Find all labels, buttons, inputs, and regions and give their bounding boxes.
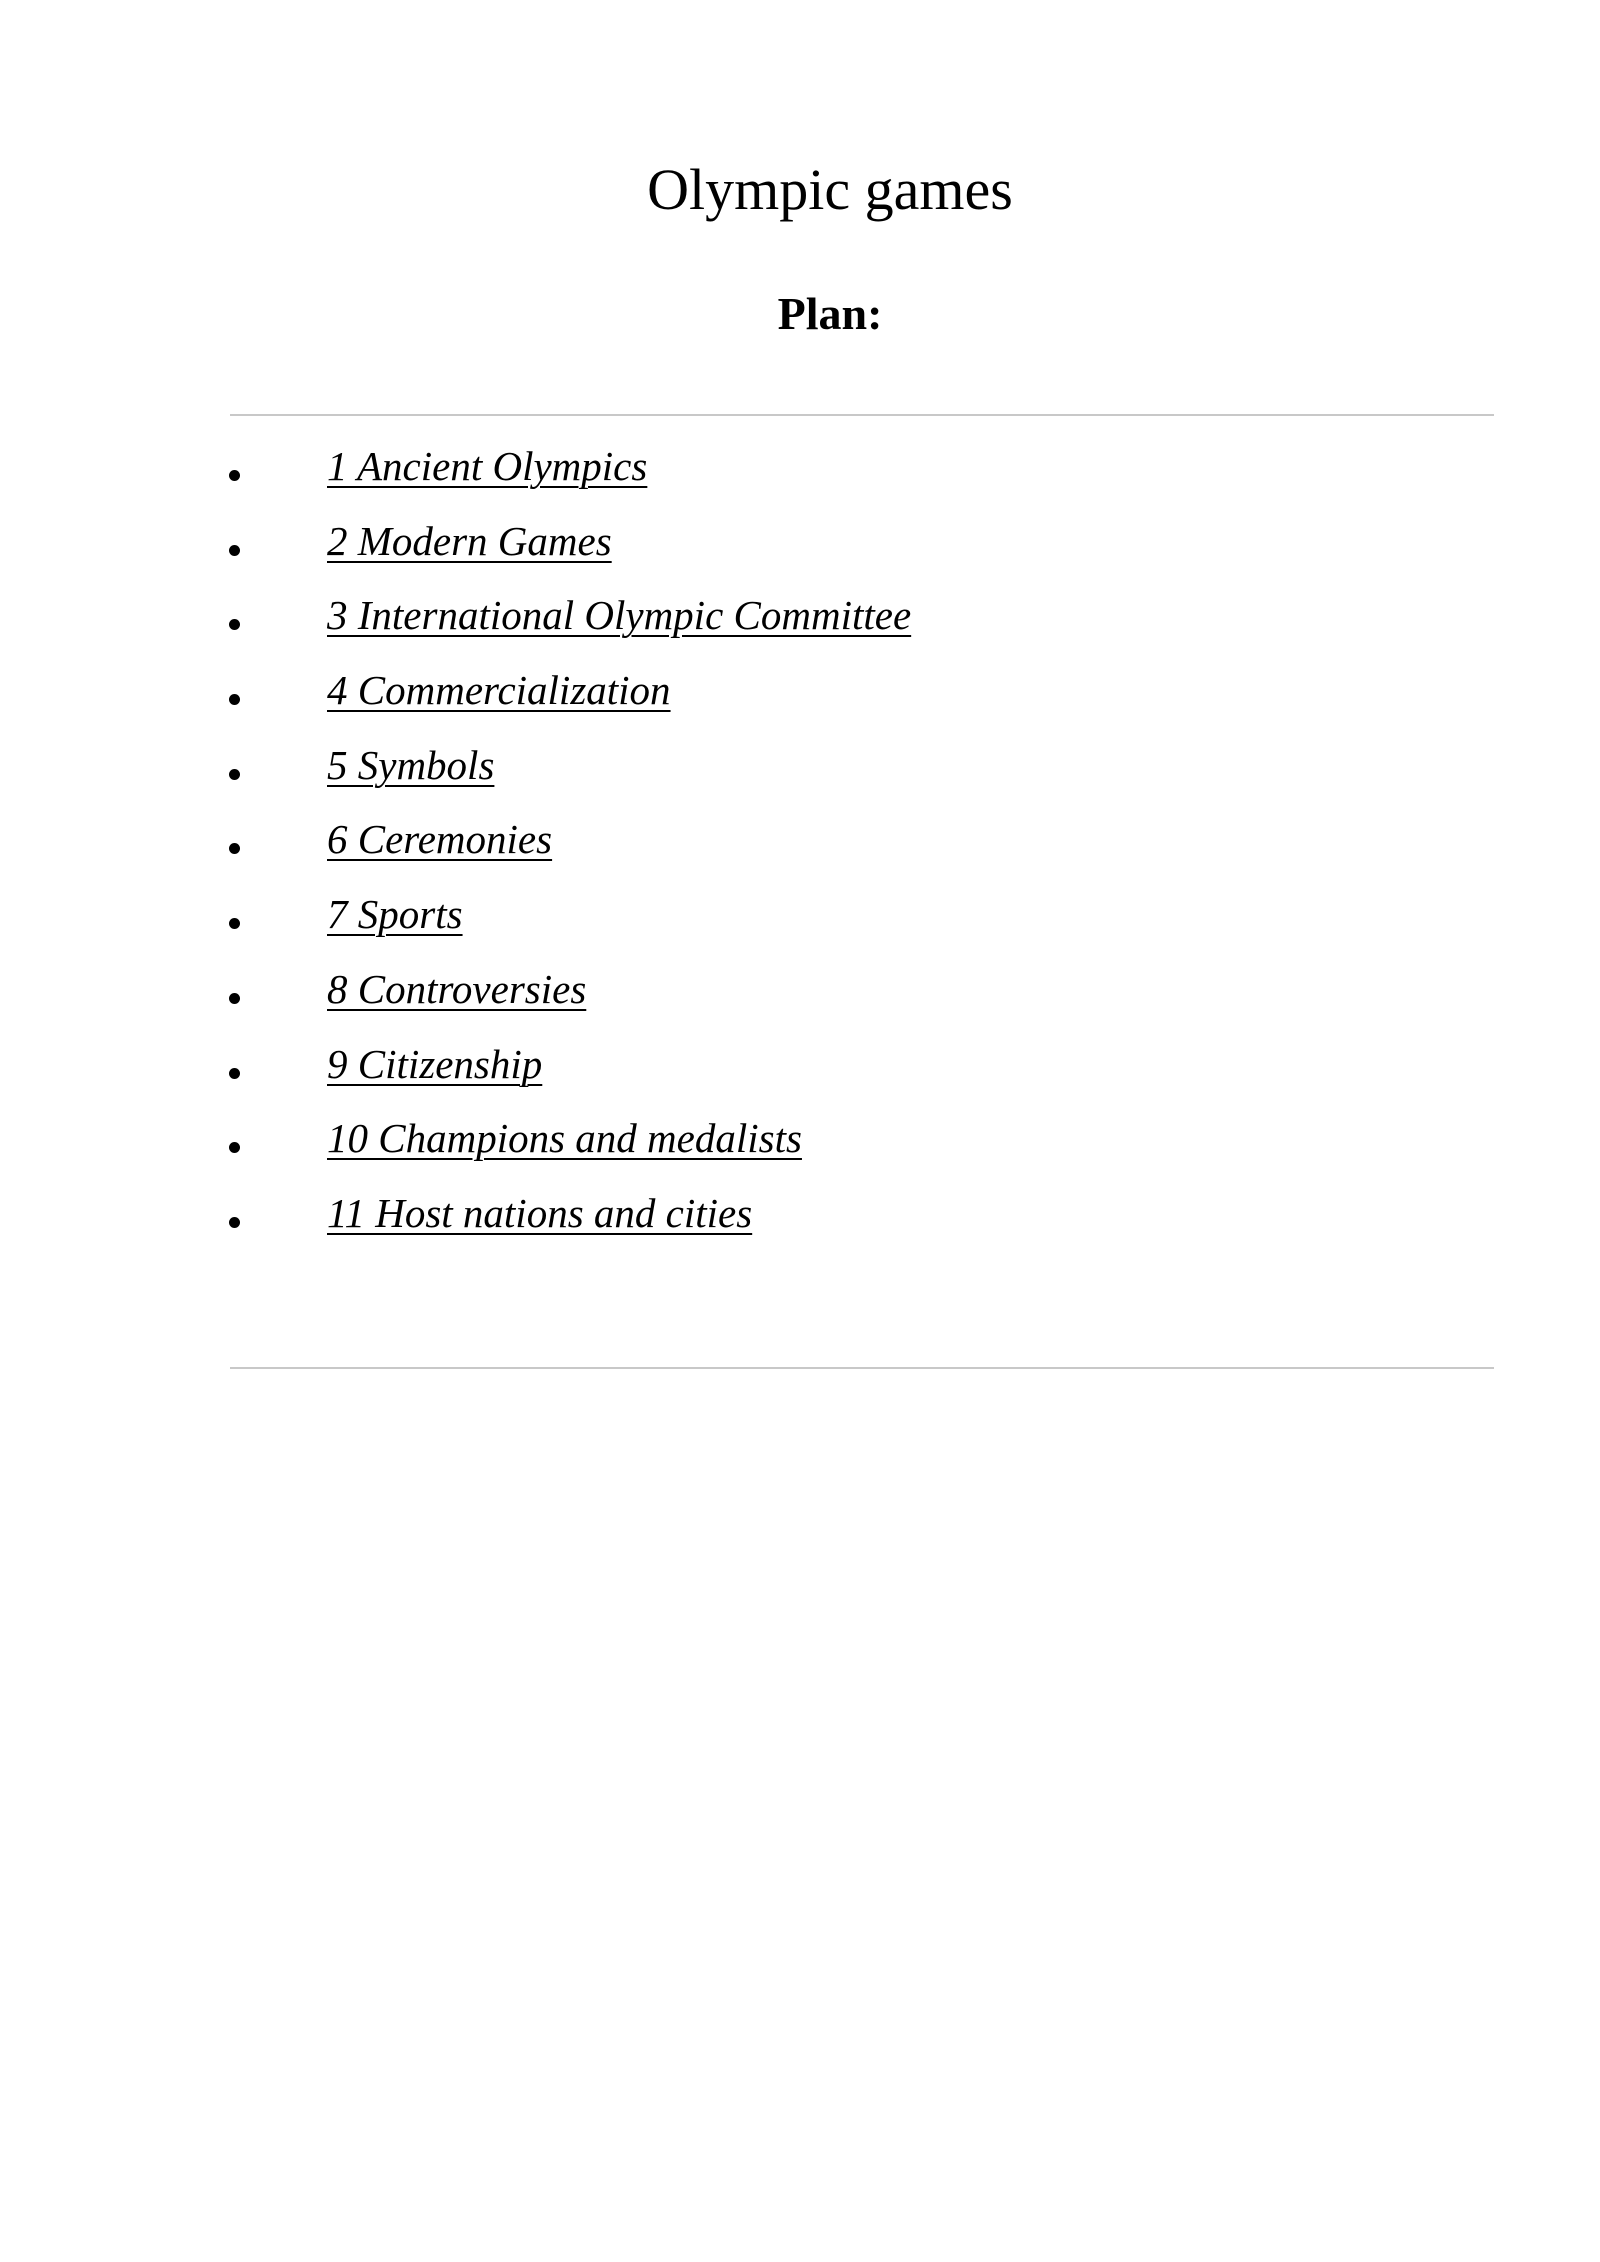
toc-link-modern-games[interactable]: 2 Modern Games bbox=[327, 517, 612, 564]
bullet-icon bbox=[229, 769, 240, 780]
bullet-icon bbox=[229, 1217, 240, 1228]
toc-link-champions-and-medalists[interactable]: 10 Champions and medalists bbox=[327, 1115, 802, 1162]
bullet-icon bbox=[229, 843, 240, 854]
top-divider bbox=[230, 414, 1494, 416]
toc-link-controversies[interactable]: 8 Controversies bbox=[327, 965, 587, 1012]
bottom-divider bbox=[230, 1367, 1494, 1369]
bullet-icon bbox=[229, 918, 240, 929]
page-title: Olympic games bbox=[647, 157, 1013, 222]
bullet-icon bbox=[229, 619, 240, 630]
toc-link-ceremonies[interactable]: 6 Ceremonies bbox=[327, 816, 553, 863]
bullet-icon bbox=[229, 1142, 240, 1153]
bullet-icon bbox=[229, 470, 240, 481]
toc-link-international-olympic-committee[interactable]: 3 International Olympic Committee bbox=[327, 592, 912, 639]
bullet-icon bbox=[229, 545, 240, 556]
bullet-icon bbox=[229, 1068, 240, 1079]
bullet-icon bbox=[229, 993, 240, 1004]
bullet-icon bbox=[229, 694, 240, 705]
toc-link-commercialization[interactable]: 4 Commercialization bbox=[327, 667, 671, 714]
toc-link-symbols[interactable]: 5 Symbols bbox=[327, 741, 495, 788]
plan-heading: Plan: bbox=[777, 288, 883, 339]
toc-link-ancient-olympics[interactable]: 1 Ancient Olympics bbox=[327, 443, 648, 489]
toc-link-host-nations-and-cities[interactable]: 11 Host nations and cities bbox=[327, 1189, 753, 1236]
toc-link-sports[interactable]: 7 Sports bbox=[327, 891, 463, 938]
toc-link-citizenship[interactable]: 9 Citizenship bbox=[327, 1040, 543, 1087]
